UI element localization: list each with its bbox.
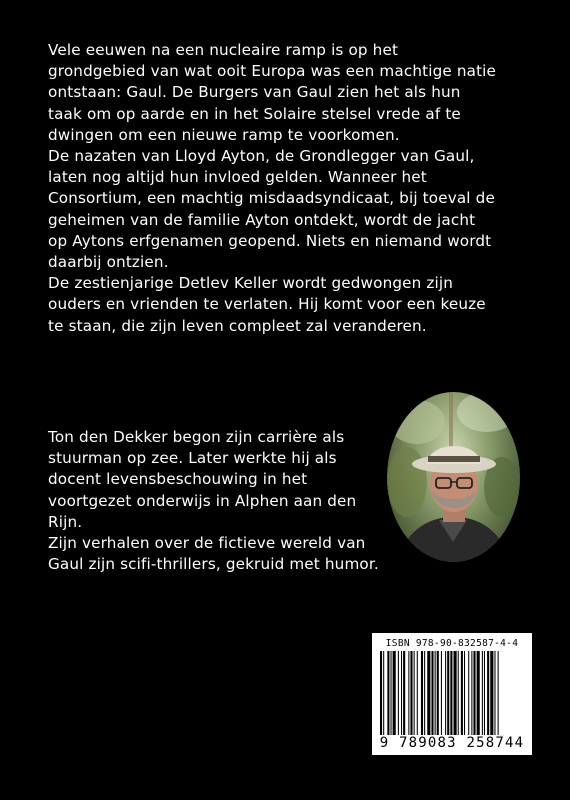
barcode-bar xyxy=(393,651,396,743)
barcode-bar xyxy=(437,651,439,743)
barcode-bar xyxy=(487,651,489,743)
barcode-bar xyxy=(387,651,389,743)
barcode-bar xyxy=(458,651,459,743)
barcode-bar xyxy=(490,651,493,743)
barcode-bar xyxy=(408,651,409,743)
barcode-bar xyxy=(403,651,405,743)
author-bio xyxy=(48,427,568,575)
barcode-bar xyxy=(427,651,430,743)
isbn-label: ISBN 978-90-832587-4-4 xyxy=(385,638,519,649)
barcode-bar xyxy=(484,651,485,743)
barcode-bar xyxy=(417,651,418,743)
barcode-bar xyxy=(380,651,382,743)
barcode-bar xyxy=(401,651,402,743)
back-cover-blurb xyxy=(48,40,548,337)
blurb-paragraph-1: Vele eeuwen na een nucleaire ramp is op het grondgebied van wat ooit Europa was een machtige natie ontstaan: Gaul. De Burgers van Gaul zien het als hun taak om op aarde en in het Solaire stelsel vrede af te dwingen om een nieuwe ramp te voorkomen. xyxy=(48,41,497,144)
barcode-bar xyxy=(424,651,425,743)
ean-digits: 9 789083 258744 xyxy=(374,735,530,751)
barcode-bar xyxy=(498,651,499,743)
blurb-paragraph-2: De nazaten van Lloyd Ayton, de Grondlegger van Gaul, laten nog altijd hun invloed gelden. Wanneer het Consortium, een machtig misdaadsyndicaat, bij toeval de geheimen van de familie Ayton ontdekt, wordt de jacht op Aytons erfgenamen geopend. Niets en niemand wordt daarbij ontzien. xyxy=(48,147,495,272)
barcode-bar xyxy=(461,651,463,743)
barcode-bar xyxy=(450,651,452,743)
barcode-bar xyxy=(494,651,495,743)
barcode-bar xyxy=(445,651,446,743)
barcode-bar xyxy=(482,651,483,743)
isbn-barcode xyxy=(372,633,532,755)
barcode-bar xyxy=(435,651,436,743)
barcode-bar xyxy=(410,651,412,743)
barcode-bar xyxy=(441,651,442,743)
barcode-bar xyxy=(464,651,465,743)
barcode-bar xyxy=(471,651,472,743)
barcode-bar xyxy=(454,651,457,743)
barcode-bar xyxy=(468,651,469,743)
barcode-bar xyxy=(477,651,480,743)
author-bio-paragraph-1: Ton den Dekker begon zijn carrière als stuurman op zee. Later werkte hij als docent levensbeschouwing in het voortgezet onderwijs in Alphen aan den Rijn. xyxy=(48,428,357,531)
barcode-bar xyxy=(473,651,475,743)
barcode-bar xyxy=(398,651,399,743)
barcode-bars xyxy=(380,651,524,743)
blurb-paragraph-3: De zestienjarige Detlev Keller wordt gedwongen zijn ouders en vrienden te verlaten. Hij komt voor een keuze te staan, die zijn leven compleet zal veranderen. xyxy=(48,274,486,335)
barcode-bar xyxy=(421,651,423,743)
barcode-bar xyxy=(447,651,449,743)
barcode-bar xyxy=(391,651,392,743)
barcode-bar xyxy=(414,651,415,743)
barcode-bar xyxy=(431,651,433,743)
author-bio-paragraph-2: Zijn verhalen over de fictieve wereld van Gaul zijn scifi-thrillers, gekruid met humor. xyxy=(48,534,379,574)
barcode-bar xyxy=(383,651,384,743)
